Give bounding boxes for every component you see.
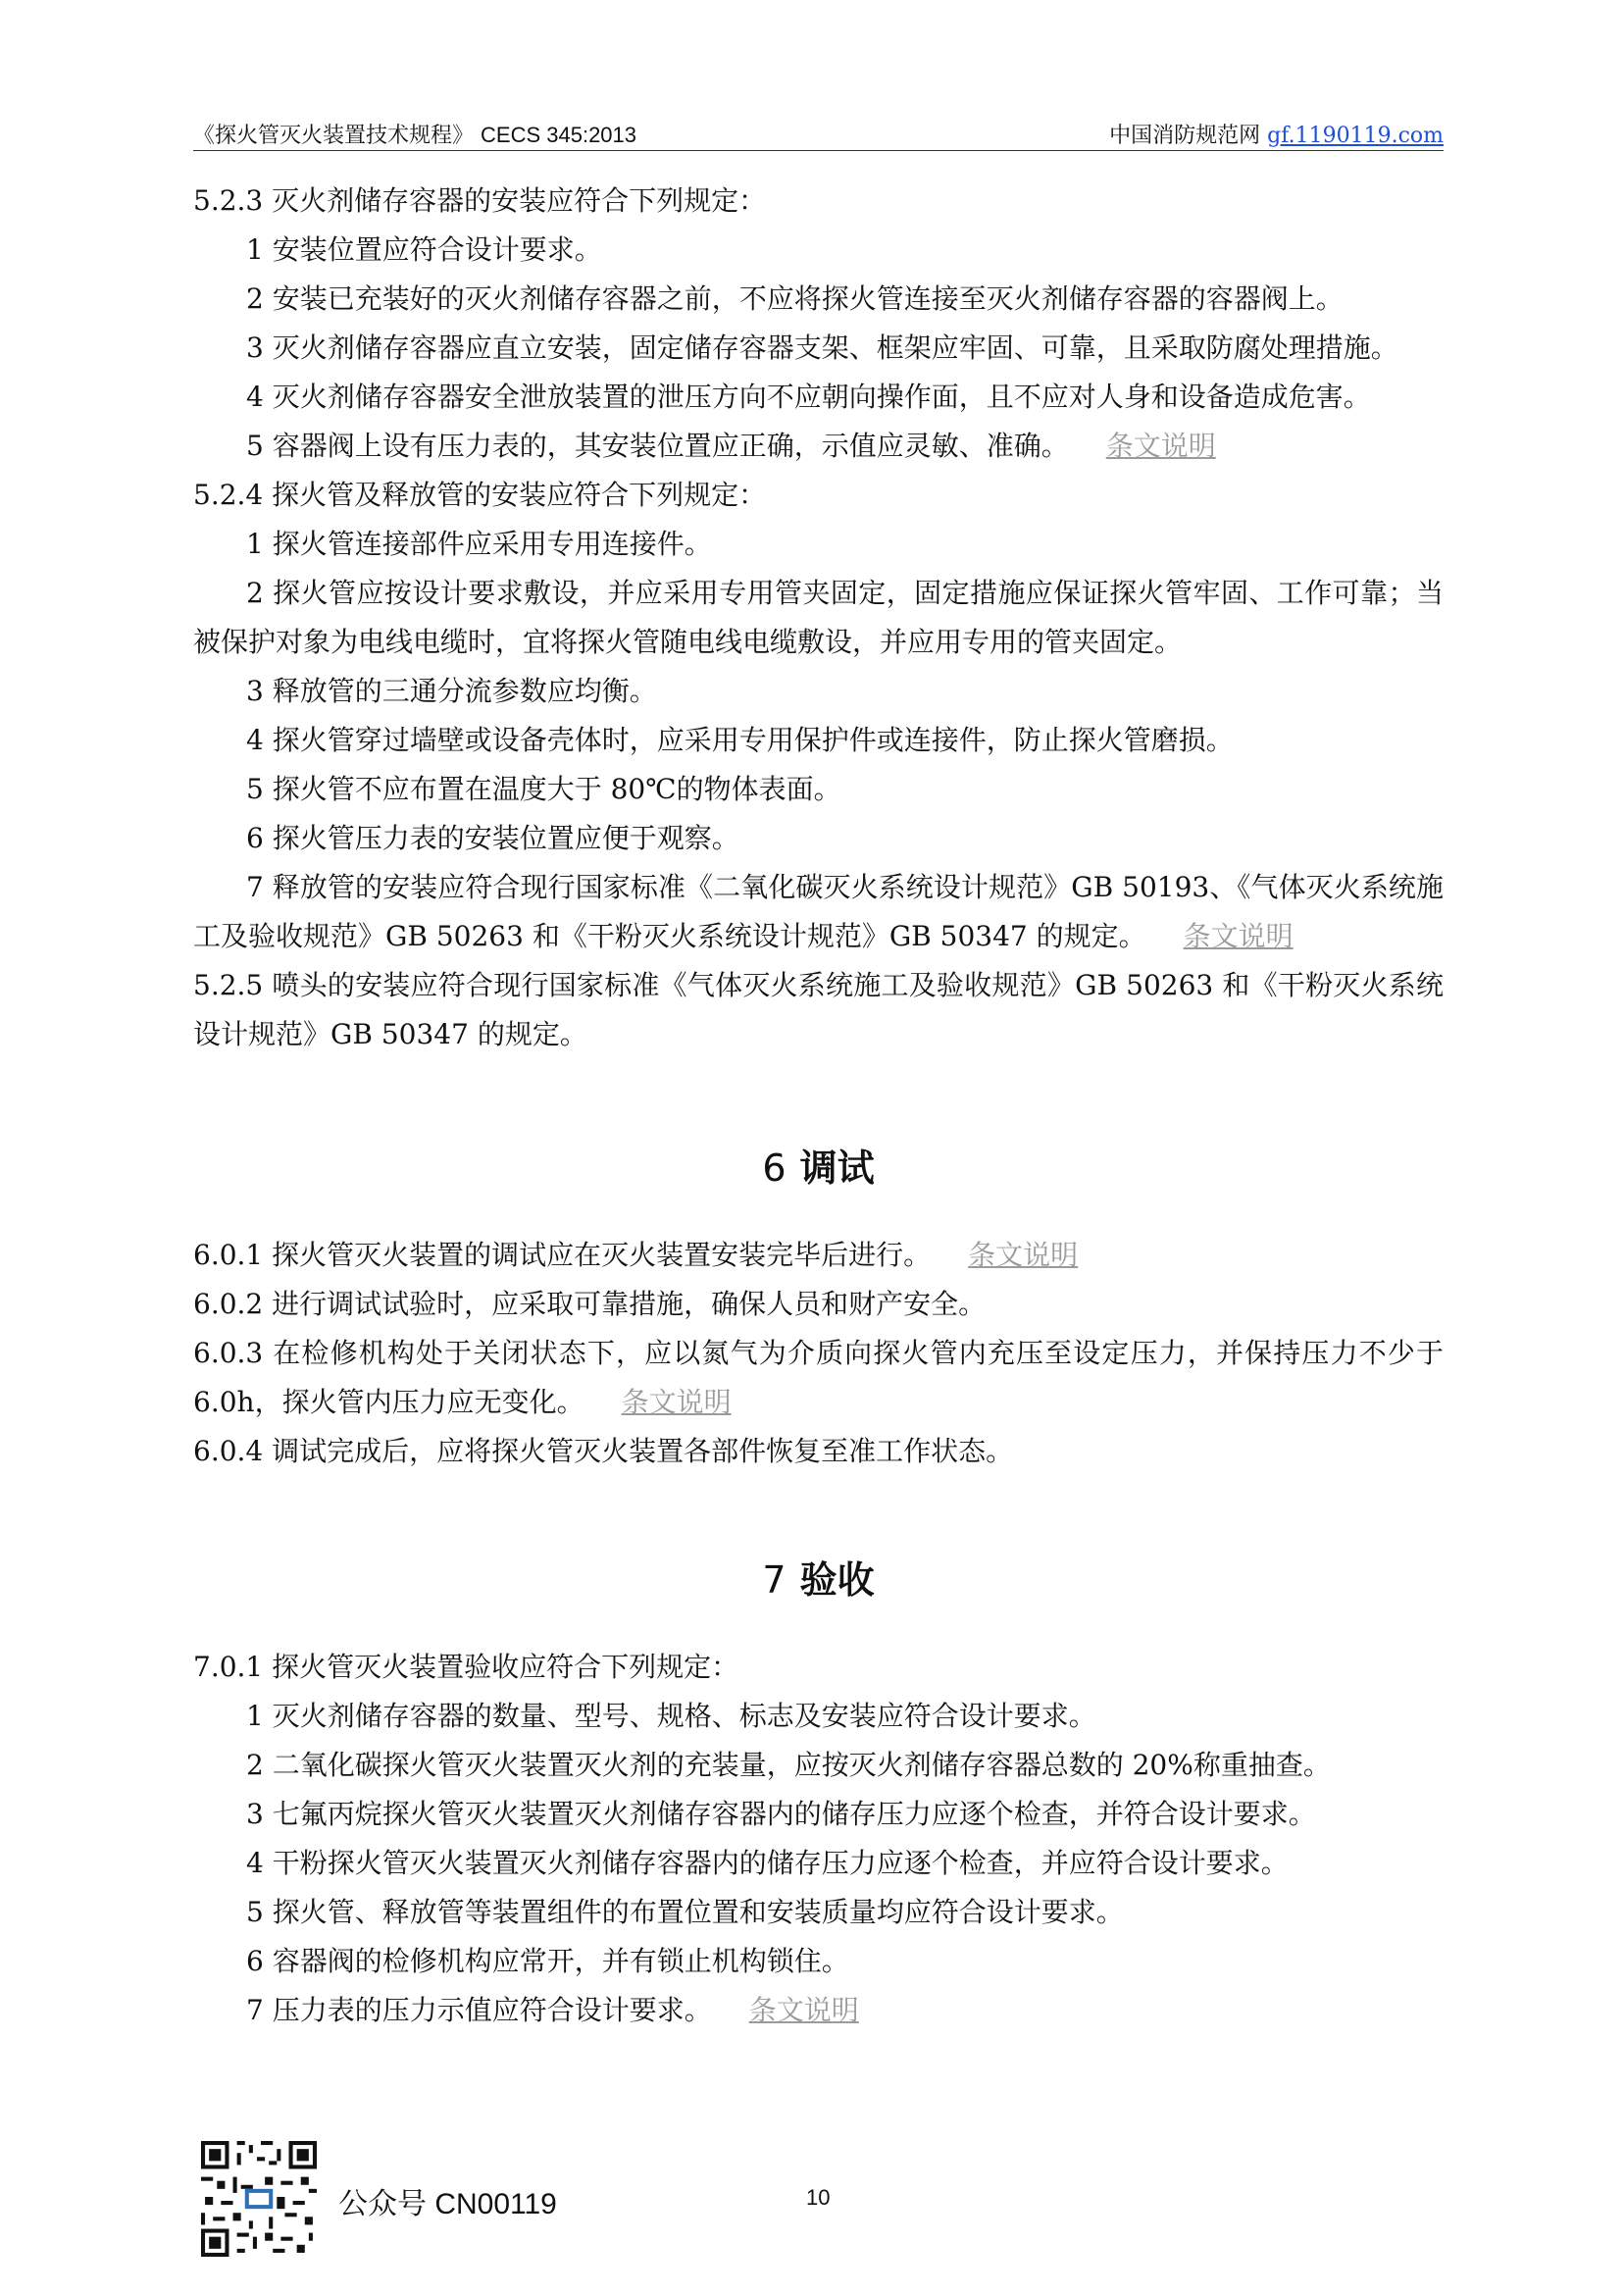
note-link[interactable]: 条文说明 (1183, 920, 1294, 952)
clause-5-2-4-item-1: 1 探火管连接部件应采用专用连接件。 (246, 528, 712, 560)
clause-5-2-4-item-5: 5 探火管不应布置在温度大于 80℃的物体表面。 (246, 773, 841, 805)
clause-7-0-1-item-2: 2 二氧化碳探火管灭火装置灭火剂的充装量，应按灭火剂储存容器总数的 20%称重抽查。 (246, 1749, 1331, 1781)
clause-5-2-3-item-4: 4 灭火剂储存容器安全泄放装置的泄压方向不应朝向操作面，且不应对人身和设备造成危害。 (246, 381, 1371, 413)
section-5-2 (193, 177, 1444, 1059)
qr-code-icon (201, 2141, 317, 2257)
clause-6-0-2: 6.0.2 进行调试试验时，应采取可靠措施，确保人员和财产安全。 (193, 1288, 987, 1320)
wechat-account-label: 公众号 CN00119 (338, 2188, 557, 2220)
chapter-6-title (193, 1138, 1444, 1192)
clause-5-2-3-item-2: 2 安装已充装好的灭火剂储存容器之前，不应将探火管连接至灭火剂储存容器的容器阀上。 (246, 282, 1344, 315)
doc-code: CECS 345:2013 (481, 123, 637, 147)
page-number: 10 (806, 2185, 831, 2210)
note-link[interactable]: 条文说明 (621, 1386, 732, 1418)
clause-5-2-5: 5.2.5 喷头的安装应符合现行国家标准《气体灭火系统施工及验收规范》GB 50263 和《干粉灭火系统设计规范》GB 50347 的规定。 (193, 969, 1444, 1050)
chapter-7-name: 验收 (799, 1558, 875, 1602)
clause-5-2-4-heading: 5.2.4 探火管及释放管的安装应符合下列规定： (193, 479, 767, 511)
site-url-link[interactable]: gf.1190119.com (1267, 124, 1444, 148)
clause-5-2-4-item-3: 3 释放管的三通分流参数应均衡。 (246, 675, 657, 707)
clause-7-0-1-item-4: 4 干粉探火管灭火装置灭火剂储存容器内的储存压力应逐个检查，并应符合设计要求。 (246, 1847, 1289, 1879)
clause-7-0-1-heading: 7.0.1 探火管灭火装置验收应符合下列规定： (193, 1651, 739, 1683)
clause-5-2-4-item-6: 6 探火管压力表的安装位置应便于观察。 (246, 822, 739, 854)
clause-5-2-3-item-5: 5 容器阀上设有压力表的，其安装位置应正确，示值应灵敏、准确。 (246, 430, 1069, 462)
clause-5-2-3-item-1: 1 安装位置应符合设计要求。 (246, 233, 602, 266)
header-doc-title (193, 119, 636, 149)
clause-5-2-4-item-2: 2 探火管应按设计要求敷设，并应采用专用管夹固定，固定措施应保证探火管牢固、工作可靠；当被保护对象为电线电缆时，宜将探火管随电线电缆敷设，并应用专用的管夹固定。 (193, 577, 1444, 658)
note-link[interactable]: 条文说明 (1105, 430, 1216, 462)
clause-6-0-3-row (193, 1329, 1444, 1427)
section-7 (193, 1643, 1444, 2035)
chapter-7-title (193, 1550, 1444, 1604)
chapter-7-number: 7 (762, 1558, 787, 1602)
note-link[interactable]: 条文说明 (968, 1239, 1079, 1271)
clause-7-0-1-item-7: 7 压力表的压力示值应符合设计要求。 (246, 1994, 712, 2026)
doc-title: 《探火管灭火装置技术规程》 (193, 124, 475, 148)
clause-6-0-1: 6.0.1 探火管灭火装置的调试应在灭火装置安装完毕后进行。 (193, 1239, 932, 1271)
clause-5-2-3-item-3: 3 灭火剂储存容器应直立安装，固定储存容器支架、框架应牢固、可靠，且采取防腐处理措施。 (246, 331, 1398, 364)
chapter-6-name: 调试 (799, 1147, 875, 1190)
clause-5-2-4-item-4: 4 探火管穿过墙壁或设备壳体时，应采用专用保护件或连接件，防止探火管磨损。 (246, 724, 1234, 756)
clause-6-0-1-row (193, 1231, 1444, 1280)
clause-7-0-1-item-7-row (193, 1986, 1444, 2035)
clause-7-0-1-item-3: 3 七氟丙烷探火管灭火装置灭火剂储存容器内的储存压力应逐个检查，并符合设计要求。 (246, 1798, 1316, 1830)
clause-7-0-1-item-5: 5 探火管、释放管等装置组件的布置位置和安装质量均应符合设计要求。 (246, 1896, 1124, 1928)
clause-5-2-4-item-7: 7 释放管的安装应符合现行国家标准《二氧化碳灭火系统设计规范》GB 50193、《气体灭火系统施工及验收规范》GB 50263 和《干粉灭火系统设计规范》GB 50347 的规定。 (193, 871, 1444, 952)
header-site (1109, 119, 1444, 149)
clause-6-0-4: 6.0.4 调试完成后，应将探火管灭火装置各部件恢复至准工作状态。 (193, 1435, 1014, 1467)
clause-7-0-1-item-1: 1 灭火剂储存容器的数量、型号、规格、标志及安装应符合设计要求。 (246, 1700, 1096, 1732)
page-header (193, 117, 1444, 151)
chapter-6-number: 6 (762, 1147, 787, 1190)
clause-7-0-1-item-6: 6 容器阀的检修机构应常开，并有锁止机构锁住。 (246, 1945, 849, 1977)
clause-6-0-3: 6.0.3 在检修机构处于关闭状态下，应以氮气为介质向探火管内充压至设定压力，并保持压力不少于 6.0h，探火管内压力应无变化。 (193, 1337, 1444, 1418)
clause-5-2-4-item-7-row (193, 863, 1444, 961)
clause-5-2-3-item-5-row (193, 422, 1444, 471)
site-name: 中国消防规范网 (1109, 124, 1261, 148)
note-link[interactable]: 条文说明 (748, 1994, 859, 2026)
section-6 (193, 1231, 1444, 1476)
clause-5-2-3-heading: 5.2.3 灭火剂储存容器的安装应符合下列规定： (193, 184, 767, 217)
